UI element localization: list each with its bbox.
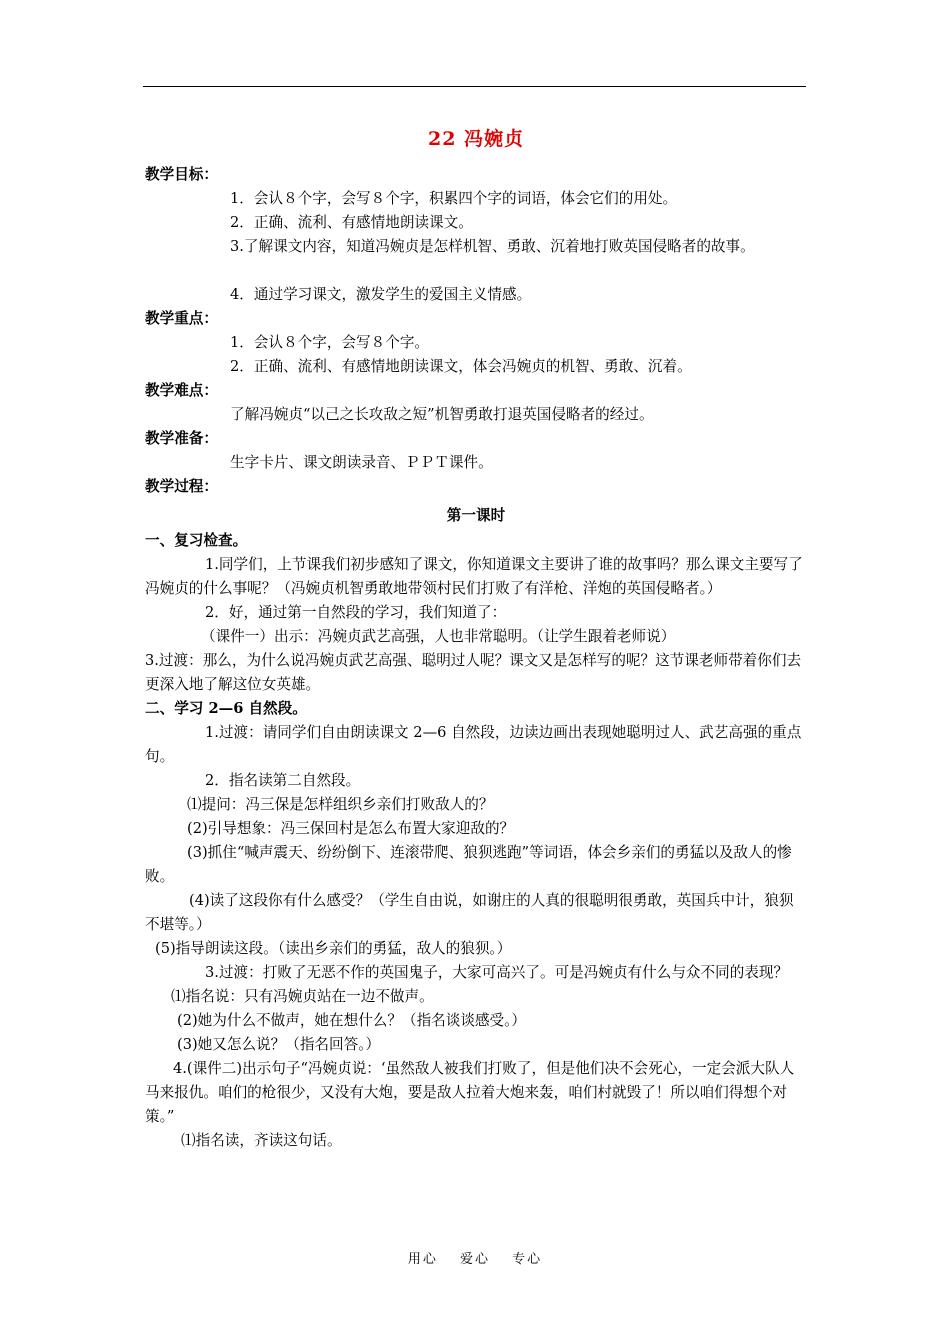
document-body [145, 120, 807, 1153]
section-1-heading: 一、复习检查。 [145, 532, 248, 549]
lesson-title: 第一课时 [446, 507, 506, 524]
footer-text: 专心 [512, 1252, 543, 1267]
question-item: ⑴提问：冯三保是怎样组织乡亲们打败敌人的？ [187, 796, 494, 813]
paragraph: 3.过渡：那么，为什么说冯婉贞武艺高强、聪明过人呢？课文又是怎样写的呢？这节课老师带着你们去更深入地了解这位女英雄。 [145, 652, 802, 693]
key-item: 2．正确、流利、有感情地朗读课文，体会冯婉贞的机智、勇敢、沉着。 [230, 358, 692, 375]
paragraph: 3.过渡：打败了无恶不作的英国鬼子，大家可高兴了。可是冯婉贞有什么与众不同的表现？ [205, 964, 789, 981]
answer-item: ⑴指名说：只有冯婉贞站在一边不做声。 [171, 988, 434, 1005]
difficulty-text: 了解冯婉贞“以己之长攻敌之短”机智勇敢打退英国侵略者的经过。 [230, 406, 654, 423]
header-rule [143, 86, 806, 87]
prep-heading: 教学准备： [145, 430, 218, 447]
goals-heading: 教学目标： [145, 166, 218, 183]
footer-text: 爱心 [459, 1252, 490, 1267]
goal-item: 4．通过学习课文，激发学生的爱国主义情感。 [230, 286, 532, 303]
paragraph: （课件一）出示：冯婉贞武艺高强，人也非常聪明。（让学生跟着老师说） [201, 628, 676, 645]
prep-text: 生字卡片、课文朗读录音、ＰＰＴ课件。 [230, 454, 493, 471]
key-heading: 教学重点： [145, 310, 218, 327]
paragraph: 1.同学们，上节课我们初步感知了课文，你知道课文主要讲了谁的故事吗？那么课文主要写了冯婉贞的什么事呢？（冯婉贞机智勇敢地带领村民们打败了有洋枪、洋炮的英国侵略者。） [145, 556, 803, 597]
process-heading: 教学过程： [145, 478, 218, 495]
paragraph: 4.(课件二)出示句子“冯婉贞说：‘虽然敌人被我们打败了，但是他们决不会死心，一定会派大队人马来报仇。咱们的枪很少，又没有大炮，要是敌人拉着大炮来轰，咱们村就毁了！所以咱们得想个对策。” [145, 1060, 795, 1125]
paragraph: 2．指名读第二自然段。 [205, 772, 361, 789]
section-2-heading: 二、学习 2—6 自然段。 [145, 700, 307, 717]
goal-item: 2．正确、流利、有感情地朗读课文。 [230, 214, 473, 231]
question-item: (2)引导想象：冯三保回村是怎么布置大家迎敌的？ [187, 820, 515, 837]
answer-item: (2)她为什么不做声，她在想什么？（指名谈谈感受。） [177, 1012, 527, 1029]
goal-item: 3.了解课文内容，知道冯婉贞是怎样机智、勇敢、沉着地打败英国侵略者的故事。 [230, 238, 755, 255]
page-footer [0, 1248, 950, 1267]
paragraph: 2．好，通过第一自然段的学习，我们知道了： [205, 604, 507, 621]
answer-item: (3)她又怎么说？（指名回答。） [177, 1036, 381, 1053]
paragraph: 1.过渡：请同学们自由朗读课文 2—6 自然段，边读边画出表现她聪明过人、武艺高强的重点句。 [145, 724, 802, 765]
difficulty-heading: 教学难点： [145, 382, 218, 399]
question-item: (5)指导朗读这段。（读出乡亲们的勇猛，敌人的狼狈。） [155, 940, 512, 957]
question-item: (4)读了这段你有什么感受？（学生自由说，如谢庄的人真的很聪明很勇敢，英国兵中计，狼狈不堪等。） [145, 892, 794, 933]
question-item: (3)抓住“喊声震天、纷纷倒下、连滚带爬、狼狈逃跑”等词语，体会乡亲们的勇猛以及敌人的惨败。 [145, 844, 792, 885]
footer-text: 用心 [407, 1252, 438, 1267]
goal-item: 1．会认８个字，会写８个字，积累四个字的词语，体会它们的用处。 [230, 190, 678, 207]
key-item: 1．会认８个字，会写８个字。 [230, 334, 430, 351]
page-title: 22 冯婉贞 [427, 128, 525, 150]
answer-item: ⑴指名读，齐读这句话。 [181, 1132, 342, 1149]
